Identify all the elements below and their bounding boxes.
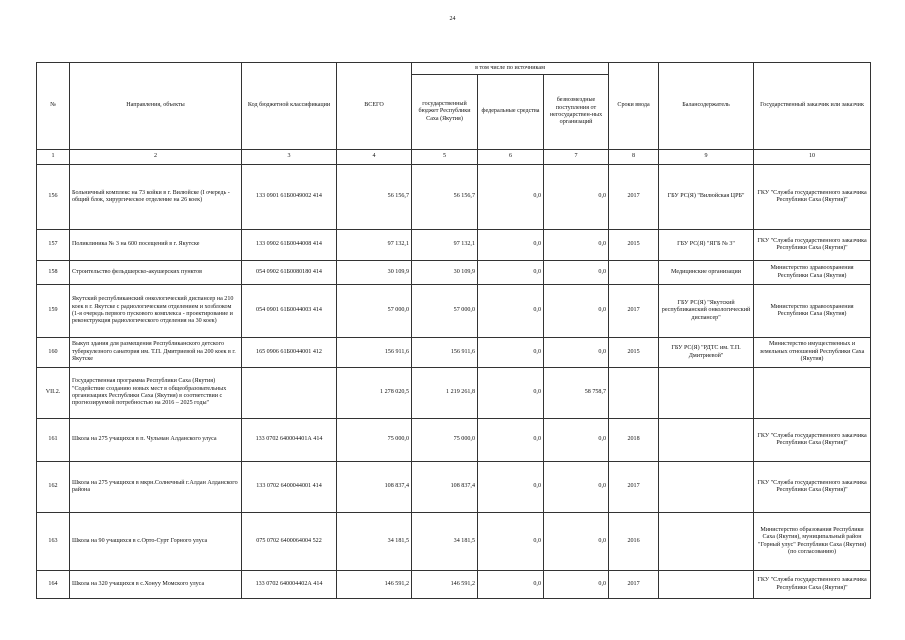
- row-federal: 0,0: [478, 571, 544, 599]
- row-total: 156 911,6: [337, 338, 412, 368]
- row-customer: ГКУ "Служба государственного заказчика Республики Саха (Якутия)": [754, 419, 871, 462]
- row-total: 57 000,0: [337, 285, 412, 338]
- row-term: [609, 368, 659, 419]
- column-number: 8: [609, 150, 659, 165]
- row-total: 56 156,7: [337, 165, 412, 230]
- row-nongov: 0,0: [544, 230, 609, 261]
- row-customer: Министерство образования Республики Саха (Якутия), муниципальный район "Горный улус" Республики Саха (Якутия) (по согласованию): [754, 513, 871, 571]
- row-term: 2017: [609, 571, 659, 599]
- row-federal: 0,0: [478, 261, 544, 285]
- row-term: 2016: [609, 513, 659, 571]
- row-total: 146 591,2: [337, 571, 412, 599]
- header-col-nongov: безвозмездные поступления от негосударствен-ных организаций: [544, 75, 609, 150]
- row-holder: Медицинские организации: [659, 261, 754, 285]
- row-code: 133 0901 61Б0049002 414: [242, 165, 337, 230]
- table-row: [37, 285, 871, 338]
- section-num: VII.2.: [37, 368, 70, 419]
- row-total: 34 181,5: [337, 513, 412, 571]
- row-customer: Министерство имущественных и земельных отношений Республики Саха (Якутия): [754, 338, 871, 368]
- row-federal: 0,0: [478, 338, 544, 368]
- row-code: 133 0902 61Б0044008 414: [242, 230, 337, 261]
- row-nongov: 0,0: [544, 571, 609, 599]
- header-col-holder: Балансодержатель: [659, 63, 754, 150]
- row-code: 075 0702 6400064004 522: [242, 513, 337, 571]
- row-num: 163: [37, 513, 70, 571]
- row-term: 2015: [609, 230, 659, 261]
- row-holder: [659, 462, 754, 513]
- row-name: Школа на 90 учащихся в с.Орто-Сурт Горного улуса: [70, 513, 242, 571]
- row-nongov: 0,0: [544, 165, 609, 230]
- table-row: [37, 165, 871, 230]
- table-row: [37, 261, 871, 285]
- row-code: [242, 368, 337, 419]
- row-state: 108 837,4: [412, 462, 478, 513]
- row-customer: [754, 368, 871, 419]
- row-holder: ГБУ РС(Я) "Якутский республиканский онкологический диспансер": [659, 285, 754, 338]
- row-holder: [659, 513, 754, 571]
- header-col-num: №: [37, 63, 70, 150]
- section-title: Государственная программа Республики Саха (Якутия) "Содействие созданию новых мест в общеобразовательных организациях Республики Саха (Якутия) в соответствии с прогнозируемой потребностью на 2016 – 2025 годы": [70, 368, 242, 419]
- row-term: [609, 261, 659, 285]
- program-section-row: [37, 368, 871, 419]
- row-total: 97 132,1: [337, 230, 412, 261]
- row-term: 2017: [609, 165, 659, 230]
- row-nongov: 0,0: [544, 462, 609, 513]
- row-name: Якутский республиканский онкологический диспансер на 210 коек в г. Якутске с радиологическим отделением и хозблоком (1-я очередь первого пускового комплекса - проектирование и реконструкция радиологического отделения на 30 коек): [70, 285, 242, 338]
- header-col-state: государственный бюджет Республики Саха (Якутия): [412, 75, 478, 150]
- budget-table: [36, 62, 871, 599]
- row-code: 133 0702 640004401А 414: [242, 419, 337, 462]
- column-number: 6: [478, 150, 544, 165]
- row-federal: 0,0: [478, 419, 544, 462]
- page-number: 24: [449, 16, 456, 22]
- row-nongov: 0,0: [544, 419, 609, 462]
- row-state: 57 000,0: [412, 285, 478, 338]
- row-name: Школа на 275 учащихся в мкрн.Солнечный г.Алдан Алданского района: [70, 462, 242, 513]
- row-customer: ГКУ "Служба государственного заказчика Республики Саха (Якутия)": [754, 165, 871, 230]
- section-state: 1 219 261,8: [412, 368, 478, 419]
- row-nongov: 0,0: [544, 261, 609, 285]
- column-number: 5: [412, 150, 478, 165]
- header-col-term: Сроки ввода: [609, 63, 659, 150]
- row-nongov: 0,0: [544, 338, 609, 368]
- row-name: Выкуп здания для размещения Республиканского детского туберкулезного санатория им. Т.П. Дмитриевой на 200 коек в г. Якутске: [70, 338, 242, 368]
- row-nongov: 0,0: [544, 285, 609, 338]
- row-holder: ГБУ РС(Я) "Вилюйская ЦРБ": [659, 165, 754, 230]
- section-nongov: 58 758,7: [544, 368, 609, 419]
- table-row: [37, 338, 871, 368]
- row-customer: Министерство здравоохранения Республики Саха (Якутия): [754, 285, 871, 338]
- row-holder: [659, 368, 754, 419]
- section-federal: 0,0: [478, 368, 544, 419]
- row-federal: 0,0: [478, 230, 544, 261]
- row-federal: 0,0: [478, 165, 544, 230]
- row-state: 75 000,0: [412, 419, 478, 462]
- row-total: 75 000,0: [337, 419, 412, 462]
- table-row: [37, 462, 871, 513]
- row-num: 164: [37, 571, 70, 599]
- row-federal: 0,0: [478, 462, 544, 513]
- row-code: 133 0702 6400044001 414: [242, 462, 337, 513]
- row-holder: [659, 419, 754, 462]
- row-customer: Министерство здравоохранения Республики Саха (Якутия): [754, 261, 871, 285]
- row-term: 2015: [609, 338, 659, 368]
- table-row: [37, 571, 871, 599]
- row-state: 97 132,1: [412, 230, 478, 261]
- row-total: 30 109,9: [337, 261, 412, 285]
- row-state: 30 109,9: [412, 261, 478, 285]
- row-state: 56 156,7: [412, 165, 478, 230]
- row-num: 162: [37, 462, 70, 513]
- row-nongov: 0,0: [544, 513, 609, 571]
- row-state: 156 911,6: [412, 338, 478, 368]
- row-code: 165 0906 61Б0044001 412: [242, 338, 337, 368]
- row-federal: 0,0: [478, 285, 544, 338]
- column-number: 4: [337, 150, 412, 165]
- row-term: 2017: [609, 285, 659, 338]
- column-number: 10: [754, 150, 871, 165]
- row-federal: 0,0: [478, 513, 544, 571]
- row-state: 34 181,5: [412, 513, 478, 571]
- table-row: [37, 230, 871, 261]
- row-num: 161: [37, 419, 70, 462]
- row-num: 159: [37, 285, 70, 338]
- section-total: 1 278 020,5: [337, 368, 412, 419]
- column-number: 3: [242, 150, 337, 165]
- row-code: 054 0902 61Б0080180 414: [242, 261, 337, 285]
- row-holder: ГБУ РС(Я) "РДТС им. Т.П. Дмитриевой": [659, 338, 754, 368]
- column-number: 1: [37, 150, 70, 165]
- column-number: 2: [70, 150, 242, 165]
- row-num: 157: [37, 230, 70, 261]
- row-term: 2017: [609, 462, 659, 513]
- row-code: 054 0901 61Б0044003 414: [242, 285, 337, 338]
- header-col-total: ВСЕГО: [337, 63, 412, 150]
- row-name: Строительство фельдшерско-акушерских пунктов: [70, 261, 242, 285]
- row-holder: [659, 571, 754, 599]
- header-col-code: Код бюджетной классификации: [242, 63, 337, 150]
- header-col-customer: Государственный заказчик или заказчик: [754, 63, 871, 150]
- table-row: [37, 419, 871, 462]
- row-num: 158: [37, 261, 70, 285]
- header-col-name: Направления, объекты: [70, 63, 242, 150]
- header-sources-group: в том числе по источникам: [412, 63, 609, 75]
- row-name: Больничный комплекс на 73 койки в г. Вилюйске (I очередь - общий блок, хирургическое отделение на 26 коек): [70, 165, 242, 230]
- row-customer: ГКУ "Служба государственного заказчика Республики Саха (Якутия)": [754, 230, 871, 261]
- row-state: 146 591,2: [412, 571, 478, 599]
- row-total: 108 837,4: [337, 462, 412, 513]
- row-num: 156: [37, 165, 70, 230]
- row-customer: ГКУ "Служба государственного заказчика Республики Саха (Якутия)": [754, 571, 871, 599]
- row-code: 133 0702 640004402А 414: [242, 571, 337, 599]
- row-term: 2018: [609, 419, 659, 462]
- header-col-federal: федеральные средства: [478, 75, 544, 150]
- row-num: 160: [37, 338, 70, 368]
- row-name: Школа на 275 учащихся в п. Чульман Алданского улуса: [70, 419, 242, 462]
- row-holder: ГБУ РС(Я) "ЯГБ № 3": [659, 230, 754, 261]
- column-number-row: [37, 150, 871, 165]
- row-name: Поликлиника № 3 на 600 посещений в г. Якутске: [70, 230, 242, 261]
- row-name: Школа на 320 учащихся в с.Хонуу Момского улуса: [70, 571, 242, 599]
- column-number: 9: [659, 150, 754, 165]
- column-number: 7: [544, 150, 609, 165]
- row-customer: ГКУ "Служба государственного заказчика Республики Саха (Якутия)": [754, 462, 871, 513]
- table-row: [37, 513, 871, 571]
